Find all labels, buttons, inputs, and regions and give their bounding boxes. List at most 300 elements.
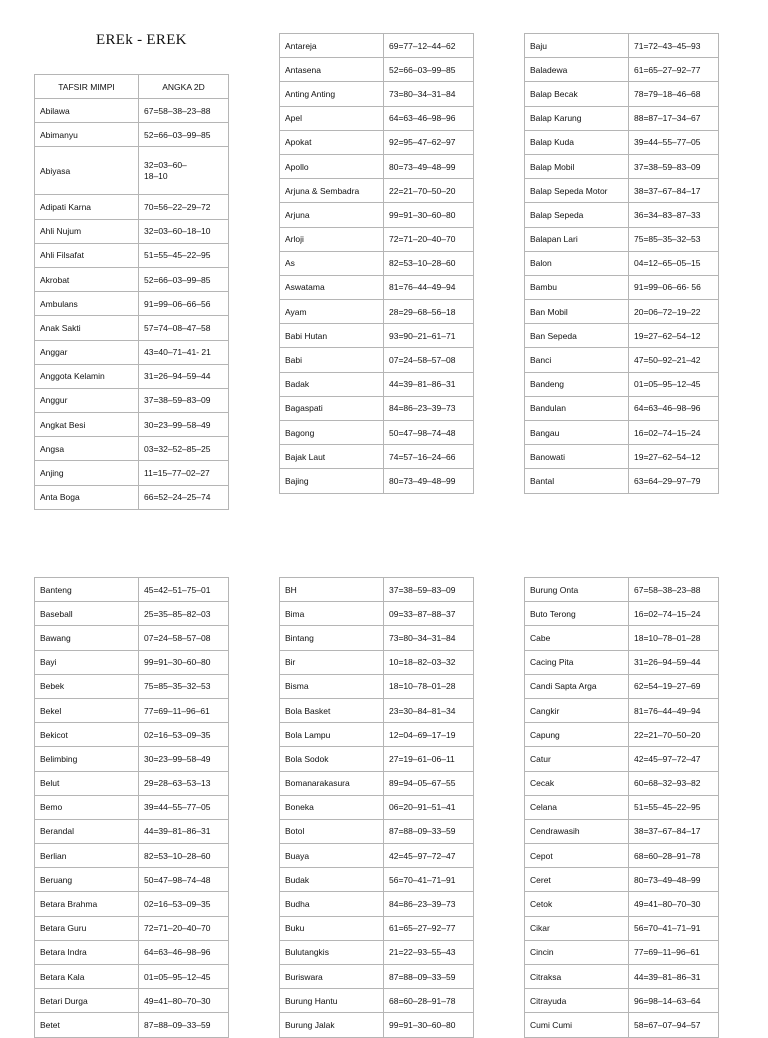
dream-term-cell: Angkat Besi xyxy=(35,413,139,437)
table-row xyxy=(35,602,229,626)
table-row xyxy=(280,179,474,203)
table-row xyxy=(35,461,229,485)
number-cell: 43=40–71–41- 21 xyxy=(139,340,229,364)
dream-term-cell: Citraksa xyxy=(525,965,629,989)
dream-term-cell: Bekel xyxy=(35,698,139,722)
number-cell: 75=85–35–32–53 xyxy=(139,674,229,698)
dream-term-cell: Angsa xyxy=(35,437,139,461)
dream-term-cell: Berlian xyxy=(35,844,139,868)
number-cell: 80=73–49–48–99 xyxy=(629,868,719,892)
dream-term-cell: Citrayuda xyxy=(525,989,629,1013)
number-cell: 68=60–28–91–78 xyxy=(384,989,474,1013)
dream-term-cell: Burung Onta xyxy=(525,578,629,602)
dream-term-cell: Babi xyxy=(280,348,384,372)
dream-term-cell: Balapan Lari xyxy=(525,227,629,251)
number-cell: 89=94–05–67–55 xyxy=(384,771,474,795)
number-cell: 36=34–83–87–33 xyxy=(629,203,719,227)
table-row xyxy=(280,106,474,130)
table-row xyxy=(35,965,229,989)
number-cell: 84=86–23–39–73 xyxy=(384,396,474,420)
number-cell: 81=76–44–49–94 xyxy=(384,275,474,299)
table-row xyxy=(525,892,719,916)
dream-term-cell: Bandeng xyxy=(525,372,629,396)
dream-term-cell: Bekicot xyxy=(35,723,139,747)
number-cell: 38=37–67–84–17 xyxy=(629,819,719,843)
number-cell: 18=10–78–01–28 xyxy=(629,626,719,650)
number-cell: 73=80–34–31–84 xyxy=(384,626,474,650)
dream-term-cell: Bandulan xyxy=(525,396,629,420)
table-row xyxy=(280,650,474,674)
number-cell: 92=95–47–62–97 xyxy=(384,130,474,154)
number-cell: 23=30–84–81–34 xyxy=(384,698,474,722)
table-row xyxy=(35,674,229,698)
table-row xyxy=(35,868,229,892)
number-cell: 88=87–17–34–67 xyxy=(629,106,719,130)
number-cell: 39=44–55–77–05 xyxy=(629,130,719,154)
number-cell: 44=39–81–86–31 xyxy=(139,819,229,843)
table-row xyxy=(525,154,719,178)
number-cell: 10=18–82–03–32 xyxy=(384,650,474,674)
table-row xyxy=(35,413,229,437)
dream-table-5 xyxy=(279,577,474,1038)
dream-term-cell: Budak xyxy=(280,868,384,892)
number-cell: 71=72–43–45–93 xyxy=(629,34,719,58)
table-row xyxy=(280,300,474,324)
table-row xyxy=(35,916,229,940)
number-cell: 91=99–06–66- 56 xyxy=(629,275,719,299)
table-row xyxy=(525,771,719,795)
number-cell: 96=98–14–63–64 xyxy=(629,989,719,1013)
table-row xyxy=(280,602,474,626)
number-cell: 32=03–60–18–10 xyxy=(139,219,229,243)
table-row xyxy=(280,626,474,650)
table-row xyxy=(35,578,229,602)
number-cell: 07=24–58–57–08 xyxy=(139,626,229,650)
table-row xyxy=(35,650,229,674)
dream-term-cell: Babi Hutan xyxy=(280,324,384,348)
number-cell: 22=21–70–50–20 xyxy=(384,179,474,203)
table-row xyxy=(35,243,229,267)
number-cell: 99=91–30–60–80 xyxy=(384,1013,474,1037)
dream-term-cell: Balap Sepeda Motor xyxy=(525,179,629,203)
number-cell: 47=50–92–21–42 xyxy=(629,348,719,372)
dream-term-cell: Bintang xyxy=(280,626,384,650)
table-row xyxy=(525,819,719,843)
table-row xyxy=(35,123,229,147)
dream-term-cell: Bajing xyxy=(280,469,384,493)
dream-term-cell: Cincin xyxy=(525,940,629,964)
number-cell: 09=33–87–88–37 xyxy=(384,602,474,626)
dream-term-cell: Balap Karung xyxy=(525,106,629,130)
number-cell: 18=10–78–01–28 xyxy=(384,674,474,698)
number-cell: 45=42–51–75–01 xyxy=(139,578,229,602)
table-row xyxy=(35,819,229,843)
table-row xyxy=(35,292,229,316)
dream-term-cell: Anjing xyxy=(35,461,139,485)
dream-term-cell: Bagaspati xyxy=(280,396,384,420)
page-title: EREk - EREK xyxy=(96,32,187,48)
dream-term-cell: Anggota Kelamin xyxy=(35,364,139,388)
table-row xyxy=(280,130,474,154)
number-cell: 91=99–06–66–56 xyxy=(139,292,229,316)
table-row xyxy=(525,795,719,819)
number-cell: 60=68–32–93–82 xyxy=(629,771,719,795)
table-row xyxy=(280,965,474,989)
dream-term-cell: Betara Kala xyxy=(35,965,139,989)
dream-term-cell: Aswatama xyxy=(280,275,384,299)
dream-term-cell: Bebek xyxy=(35,674,139,698)
dream-term-cell: Anta Boga xyxy=(35,485,139,509)
number-cell: 27=19–61–06–11 xyxy=(384,747,474,771)
table-row xyxy=(525,275,719,299)
number-cell: 39=44–55–77–05 xyxy=(139,795,229,819)
number-cell: 61=65–27–92–77 xyxy=(384,916,474,940)
dream-term-cell: Balon xyxy=(525,251,629,275)
number-cell: 03=32–52–85–25 xyxy=(139,437,229,461)
table-row xyxy=(280,674,474,698)
table-row xyxy=(280,578,474,602)
dream-term-cell: Anting Anting xyxy=(280,82,384,106)
table-row xyxy=(280,421,474,445)
number-cell: 07=24–58–57–08 xyxy=(384,348,474,372)
dream-term-cell: Belut xyxy=(35,771,139,795)
number-cell: 67=58–38–23–88 xyxy=(139,99,229,123)
number-cell: 31=26–94–59–44 xyxy=(139,364,229,388)
number-cell: 52=66–03–99–85 xyxy=(384,58,474,82)
dream-term-cell: Anak Sakti xyxy=(35,316,139,340)
dream-term-cell: Cepot xyxy=(525,844,629,868)
column-header: TAFSIR MIMPI xyxy=(35,75,139,99)
dream-term-cell: Adipati Karna xyxy=(35,195,139,219)
dream-term-cell: Baseball xyxy=(35,602,139,626)
number-cell: 72=71–20–40–70 xyxy=(384,227,474,251)
table-row xyxy=(35,989,229,1013)
table-row xyxy=(280,445,474,469)
table-row xyxy=(280,698,474,722)
number-cell: 56=70–41–71–91 xyxy=(384,868,474,892)
dream-term-cell: Buku xyxy=(280,916,384,940)
table-row xyxy=(35,747,229,771)
number-cell: 62=54–19–27–69 xyxy=(629,674,719,698)
table-row xyxy=(280,1013,474,1037)
dream-term-cell: Betara Indra xyxy=(35,940,139,964)
dream-table-4 xyxy=(34,577,229,1038)
dream-table-1 xyxy=(34,74,229,510)
dream-term-cell: Celana xyxy=(525,795,629,819)
number-cell: 64=63–46–98–96 xyxy=(384,106,474,130)
number-cell: 28=29–68–56–18 xyxy=(384,300,474,324)
dream-term-cell: Arloji xyxy=(280,227,384,251)
table-row xyxy=(35,723,229,747)
column-header: ANGKA 2D xyxy=(139,75,229,99)
dream-term-cell: Ahli Filsafat xyxy=(35,243,139,267)
dream-term-cell: Ban Mobil xyxy=(525,300,629,324)
dream-term-cell: Abilawa xyxy=(35,99,139,123)
number-cell: 75=85–35–32–53 xyxy=(629,227,719,251)
number-cell: 77=69–11–96–61 xyxy=(139,698,229,722)
number-cell: 69=77–12–44–62 xyxy=(384,34,474,58)
table-row xyxy=(280,819,474,843)
dream-term-cell: BH xyxy=(280,578,384,602)
table-row xyxy=(525,602,719,626)
dream-term-cell: Bangau xyxy=(525,421,629,445)
dream-term-cell: Cumi Cumi xyxy=(525,1013,629,1037)
table-header-row xyxy=(35,75,229,99)
dream-term-cell: Cendrawasih xyxy=(525,819,629,843)
number-cell: 32=03–60–18–10 xyxy=(139,147,229,195)
dream-term-cell: Cetok xyxy=(525,892,629,916)
table-row xyxy=(525,227,719,251)
table-row xyxy=(525,82,719,106)
number-cell: 52=66–03–99–85 xyxy=(139,267,229,291)
dream-term-cell: Cecak xyxy=(525,771,629,795)
number-cell: 66=52–24–25–74 xyxy=(139,485,229,509)
number-cell: 42=45–97–72–47 xyxy=(384,844,474,868)
dream-term-cell: Balap Sepeda xyxy=(525,203,629,227)
dream-term-cell: Bantal xyxy=(525,469,629,493)
number-cell: 67=58–38–23–88 xyxy=(629,578,719,602)
number-cell: 56=70–41–71–91 xyxy=(629,916,719,940)
table-row xyxy=(35,844,229,868)
table-row xyxy=(525,965,719,989)
dream-term-cell: Banci xyxy=(525,348,629,372)
dream-term-cell: Buriswara xyxy=(280,965,384,989)
number-cell: 58=67–07–94–57 xyxy=(629,1013,719,1037)
table-row xyxy=(280,348,474,372)
dream-term-cell: Balap Mobil xyxy=(525,154,629,178)
number-cell: 21=22–93–55–43 xyxy=(384,940,474,964)
table-row xyxy=(35,795,229,819)
dream-term-cell: Candi Sapta Arga xyxy=(525,674,629,698)
number-cell: 38=37–67–84–17 xyxy=(629,179,719,203)
table-row xyxy=(280,275,474,299)
number-cell: 12=04–69–17–19 xyxy=(384,723,474,747)
table-row xyxy=(280,844,474,868)
table-row xyxy=(525,324,719,348)
table-row xyxy=(525,58,719,82)
table-row xyxy=(35,437,229,461)
number-cell: 80=73–49–48–99 xyxy=(384,154,474,178)
dream-term-cell: Bima xyxy=(280,602,384,626)
number-cell: 49=41–80–70–30 xyxy=(139,989,229,1013)
number-cell: 84=86–23–39–73 xyxy=(384,892,474,916)
number-cell: 87=88–09–33–59 xyxy=(139,1013,229,1037)
number-cell: 81=76–44–49–94 xyxy=(629,698,719,722)
table-row xyxy=(525,445,719,469)
table-row xyxy=(280,868,474,892)
table-row xyxy=(35,147,229,195)
number-cell: 72=71–20–40–70 xyxy=(139,916,229,940)
dream-term-cell: Betara Guru xyxy=(35,916,139,940)
dream-term-cell: Bola Sodok xyxy=(280,747,384,771)
dream-term-cell: Bawang xyxy=(35,626,139,650)
table-row xyxy=(280,372,474,396)
dream-term-cell: Badak xyxy=(280,372,384,396)
number-cell: 50=47–98–74–48 xyxy=(139,868,229,892)
dream-term-cell: Capung xyxy=(525,723,629,747)
table-row xyxy=(525,396,719,420)
table-row xyxy=(280,251,474,275)
dream-term-cell: Bagong xyxy=(280,421,384,445)
number-cell: 70=56–22–29–72 xyxy=(139,195,229,219)
dream-term-cell: Bomanarakasura xyxy=(280,771,384,795)
table-row xyxy=(35,626,229,650)
number-cell: 80=73–49–48–99 xyxy=(384,469,474,493)
table-row xyxy=(525,723,719,747)
number-cell: 99=91–30–60–80 xyxy=(139,650,229,674)
table-row xyxy=(525,130,719,154)
table-row xyxy=(525,372,719,396)
table-row xyxy=(35,99,229,123)
number-cell: 44=39–81–86–31 xyxy=(384,372,474,396)
dream-term-cell: Arjuna & Sembadra xyxy=(280,179,384,203)
number-cell: 87=88–09–33–59 xyxy=(384,819,474,843)
dream-term-cell: Baju xyxy=(525,34,629,58)
dream-term-cell: Antasena xyxy=(280,58,384,82)
number-cell: 16=02–74–15–24 xyxy=(629,602,719,626)
number-cell: 16=02–74–15–24 xyxy=(629,421,719,445)
dream-term-cell: Cacing Pita xyxy=(525,650,629,674)
table-row xyxy=(280,396,474,420)
table-row xyxy=(280,771,474,795)
number-cell: 44=39–81–86–31 xyxy=(629,965,719,989)
table-row xyxy=(525,989,719,1013)
dream-term-cell: Banteng xyxy=(35,578,139,602)
dream-term-cell: Bemo xyxy=(35,795,139,819)
number-cell: 19=27–62–54–12 xyxy=(629,324,719,348)
number-cell: 87=88–09–33–59 xyxy=(384,965,474,989)
number-cell: 78=79–18–46–68 xyxy=(629,82,719,106)
number-cell: 25=35–85–82–03 xyxy=(139,602,229,626)
dream-term-cell: Ceret xyxy=(525,868,629,892)
number-cell: 29=28–63–53–13 xyxy=(139,771,229,795)
table-row xyxy=(35,940,229,964)
dream-term-cell: Ayam xyxy=(280,300,384,324)
table-row xyxy=(525,844,719,868)
number-cell: 64=63–46–98–96 xyxy=(629,396,719,420)
table-row xyxy=(280,892,474,916)
dream-term-cell: Budha xyxy=(280,892,384,916)
table-row xyxy=(35,388,229,412)
dream-term-cell: Bola Basket xyxy=(280,698,384,722)
number-cell: 73=80–34–31–84 xyxy=(384,82,474,106)
number-cell: 51=55–45–22–95 xyxy=(629,795,719,819)
table-row xyxy=(525,674,719,698)
dream-term-cell: Anggur xyxy=(35,388,139,412)
dream-term-cell: Apokat xyxy=(280,130,384,154)
table-row xyxy=(525,469,719,493)
number-cell: 50=47–98–74–48 xyxy=(384,421,474,445)
number-cell: 20=06–72–19–22 xyxy=(629,300,719,324)
table-row xyxy=(525,626,719,650)
table-row xyxy=(280,203,474,227)
dream-term-cell: Baladewa xyxy=(525,58,629,82)
number-cell: 49=41–80–70–30 xyxy=(629,892,719,916)
number-cell: 01=05–95–12–45 xyxy=(629,372,719,396)
number-cell: 61=65–27–92–77 xyxy=(629,58,719,82)
table-row xyxy=(35,316,229,340)
dream-term-cell: Cikar xyxy=(525,916,629,940)
dream-term-cell: Cabe xyxy=(525,626,629,650)
table-row xyxy=(35,364,229,388)
dream-table-3 xyxy=(524,33,719,494)
number-cell: 22=21–70–50–20 xyxy=(629,723,719,747)
table-row xyxy=(280,154,474,178)
dream-term-cell: Buto Terong xyxy=(525,602,629,626)
dream-term-cell: Bayi xyxy=(35,650,139,674)
number-cell: 64=63–46–98–96 xyxy=(139,940,229,964)
table-row xyxy=(525,916,719,940)
number-cell: 57=74–08–47–58 xyxy=(139,316,229,340)
number-cell: 01=05–95–12–45 xyxy=(139,965,229,989)
dream-term-cell: Beruang xyxy=(35,868,139,892)
number-cell: 82=53–10–28–60 xyxy=(139,844,229,868)
table-row xyxy=(525,300,719,324)
dream-term-cell: Abiyasa xyxy=(35,147,139,195)
dream-term-cell: Catur xyxy=(525,747,629,771)
table-row xyxy=(525,179,719,203)
number-cell: 82=53–10–28–60 xyxy=(384,251,474,275)
table-row xyxy=(280,723,474,747)
number-cell: 37=38–59–83–09 xyxy=(139,388,229,412)
dream-term-cell: Arjuna xyxy=(280,203,384,227)
table-row xyxy=(280,227,474,251)
table-row xyxy=(35,771,229,795)
number-cell: 37=38–59–83–09 xyxy=(629,154,719,178)
number-cell: 51=55–45–22–95 xyxy=(139,243,229,267)
dream-term-cell: Abimanyu xyxy=(35,123,139,147)
table-row xyxy=(35,219,229,243)
dream-term-cell: Bola Lampu xyxy=(280,723,384,747)
number-cell: 68=60–28–91–78 xyxy=(629,844,719,868)
table-row xyxy=(525,747,719,771)
table-row xyxy=(35,267,229,291)
dream-term-cell: Botol xyxy=(280,819,384,843)
dream-term-cell: Anggar xyxy=(35,340,139,364)
dream-term-cell: Apollo xyxy=(280,154,384,178)
dream-term-cell: Ban Sepeda xyxy=(525,324,629,348)
dream-term-cell: Buaya xyxy=(280,844,384,868)
number-cell: 63=64–29–97–79 xyxy=(629,469,719,493)
table-row xyxy=(35,195,229,219)
table-row xyxy=(280,34,474,58)
number-cell: 42=45–97–72–47 xyxy=(629,747,719,771)
table-row xyxy=(525,578,719,602)
table-row xyxy=(525,34,719,58)
number-cell: 11=15–77–02–27 xyxy=(139,461,229,485)
table-row xyxy=(35,1013,229,1037)
table-row xyxy=(525,203,719,227)
table-row xyxy=(525,940,719,964)
table-row xyxy=(35,892,229,916)
dream-term-cell: Ahli Nujum xyxy=(35,219,139,243)
dream-term-cell: Burung Hantu xyxy=(280,989,384,1013)
dream-term-cell: Ambulans xyxy=(35,292,139,316)
number-cell: 37=38–59–83–09 xyxy=(384,578,474,602)
dream-table-6 xyxy=(524,577,719,1038)
dream-term-cell: Akrobat xyxy=(35,267,139,291)
table-row xyxy=(280,58,474,82)
number-cell: 02=16–53–09–35 xyxy=(139,892,229,916)
dream-term-cell: Boneka xyxy=(280,795,384,819)
table-row xyxy=(525,650,719,674)
table-row xyxy=(525,251,719,275)
table-row xyxy=(280,82,474,106)
table-row xyxy=(280,940,474,964)
number-cell: 30=23–99–58–49 xyxy=(139,747,229,771)
table-row xyxy=(280,747,474,771)
table-row xyxy=(525,348,719,372)
